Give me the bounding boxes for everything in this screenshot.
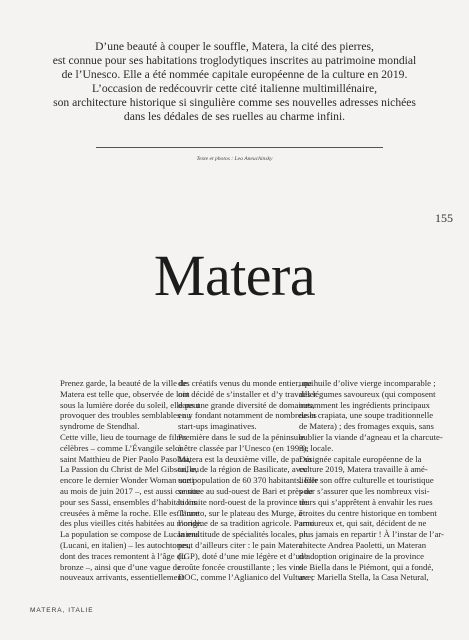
- column-line: saint Matthieu de Pier Paolo Pasolini,: [60, 453, 191, 464]
- column-line: amoureux et, qui sait, décident de ne: [299, 518, 427, 529]
- intro-line: D’une beauté à couper le souffle, Matera, la cité des pierres,: [95, 40, 374, 53]
- column-line: en y fondant notamment de nombreuses: [178, 410, 317, 421]
- photo-credit: Texte et photos : Lea Aneuchinsky: [196, 156, 273, 162]
- column-line: de Matera) ; des fromages exquis, sans: [299, 421, 434, 432]
- running-footer: MATERA, ITALIE: [30, 607, 94, 614]
- column-line: provoquer des troubles semblables au: [60, 410, 191, 421]
- column-line: une huile d’olive vierge incomparable ;: [299, 378, 436, 388]
- column-line: au mois de juin 2017 –, est aussi connue: [60, 485, 201, 496]
- column-line: teurs qui s’apprêtent à envahir les rues: [299, 496, 433, 507]
- column-line: chitecte Andrea Paoletti, un Materan: [299, 539, 427, 550]
- column-line: à être classée par l’Unesco (en 1993),: [178, 442, 309, 453]
- page-number: 155: [435, 211, 453, 225]
- column-line: pour ses Sassi, ensembles d’habitations: [60, 496, 197, 507]
- column-line: célèbres – comme L’Évangile selon: [60, 442, 184, 453]
- column-line: dans une grande diversité de domaines,: [178, 399, 315, 410]
- column-line: encore le dernier Wonder Woman sorti: [60, 475, 195, 486]
- column-line: la limite nord-ouest de la province de: [178, 496, 308, 507]
- column-line: taille, de la région de Basilicate, avec: [178, 464, 308, 475]
- intro-line: dans les dédales de ses ruelles au charme infini.: [123, 110, 346, 123]
- column-line: des créatifs venus du monde entier, qui: [178, 378, 314, 388]
- column-line: sous la lumière dorée du soleil, elle peut: [60, 399, 200, 410]
- column-line: (IGP), doté d’une mie légère et d’une: [178, 550, 309, 561]
- intro-line: est connue pour ses habitations troglodytiques inscrites au patrimoine mondial: [52, 54, 417, 67]
- column-line: DOC, comme l’Aglianico del Vulture ;: [178, 572, 314, 583]
- column-line: une population de 60 370 habitants. Elle: [178, 475, 319, 486]
- column-line: start-ups imaginatives.: [178, 421, 257, 432]
- column-line: de la crapiata, une soupe traditionnelle: [299, 410, 434, 421]
- intro-line: L’occasion de redécouvrir cette cité italienne multimillénaire,: [91, 82, 378, 95]
- intro-line: de l’Unesco. Elle a été nommée capitale européenne de la culture en 2019.: [61, 68, 408, 81]
- column-line: notamment les ingrédients principaux: [299, 399, 431, 410]
- column-line: creusées à même la roche. Elle est l’une: [60, 507, 199, 518]
- column-line: des plus vieilles cités habitées au monde.: [60, 518, 203, 529]
- column-line: dont des traces remontent à l’âge du: [60, 550, 186, 561]
- column-line: Cette ville, lieu de tournage de films: [60, 431, 187, 442]
- column-line: pour s’assurer que les nombreux visi-: [299, 485, 430, 496]
- column-line: l’origine de sa tradition agricole. Parmi: [178, 518, 315, 529]
- text-column-1: [60, 378, 203, 583]
- column-line: rie locale.: [299, 442, 334, 453]
- column-line: La Passion du Christ de Mel Gibson, ou: [60, 464, 199, 475]
- column-line: étroites du centre historique en tombent: [299, 507, 437, 518]
- divider-rule: [96, 147, 383, 148]
- column-line: ont décidé de s’installer et d’y travailler: [178, 388, 317, 399]
- intro-paragraph: [30, 40, 439, 124]
- article-title: Matera: [153, 243, 316, 308]
- column-line: la multitude de spécialités locales, on: [178, 529, 308, 540]
- text-column-3: [299, 378, 445, 583]
- column-line: Prenez garde, la beauté de la ville de: [60, 378, 188, 388]
- intro-line: son architecture historique si singulière comme ses nouvelles adresses nichées: [53, 96, 416, 109]
- column-line: liorer son offre culturelle et touristique: [299, 475, 434, 486]
- column-line: bronze –, ainsi que d’une vague de: [60, 561, 181, 572]
- column-line: Première dans le sud de la péninsule: [178, 431, 305, 442]
- column-line: La population se compose de Lucaniens: [60, 529, 200, 540]
- column-line: Matera est telle que, observée de loin: [60, 388, 190, 399]
- column-line: peut d’ailleurs citer : le pain Matera: [178, 539, 303, 550]
- column-line: culture 2019, Matera travaille à amé-: [299, 464, 428, 475]
- column-line: oublier la viande d’agneau et la charcute-: [299, 431, 443, 442]
- column-line: des légumes savoureux (qui composent: [299, 388, 436, 399]
- column-line: Désignée capitale européenne de la: [299, 453, 422, 464]
- column-line: croûte foncée croustillante ; les vins: [178, 561, 304, 572]
- column-line: nouveaux arrivants, essentiellement: [60, 572, 185, 583]
- column-line: plus jamais en repartir ! À l’instar de l’ar-: [299, 529, 445, 540]
- column-line: Taranto, sur le plateau des Murge, à: [178, 507, 303, 518]
- column-line: syndrome de Stendhal.: [60, 421, 140, 432]
- column-line: de Biella dans le Piémont, qui a fondé,: [299, 561, 434, 572]
- column-line: se situe au sud-ouest de Bari et près de: [178, 485, 313, 496]
- column-line: (Lucani, en italien) – les autochtones,: [60, 539, 191, 550]
- column-line: Matera est la deuxième ville, de par sa: [178, 453, 312, 464]
- column-line: avec Mariella Stella, la Casa Netural,: [299, 572, 429, 583]
- column-line: d’adoption originaire de la province: [299, 550, 424, 561]
